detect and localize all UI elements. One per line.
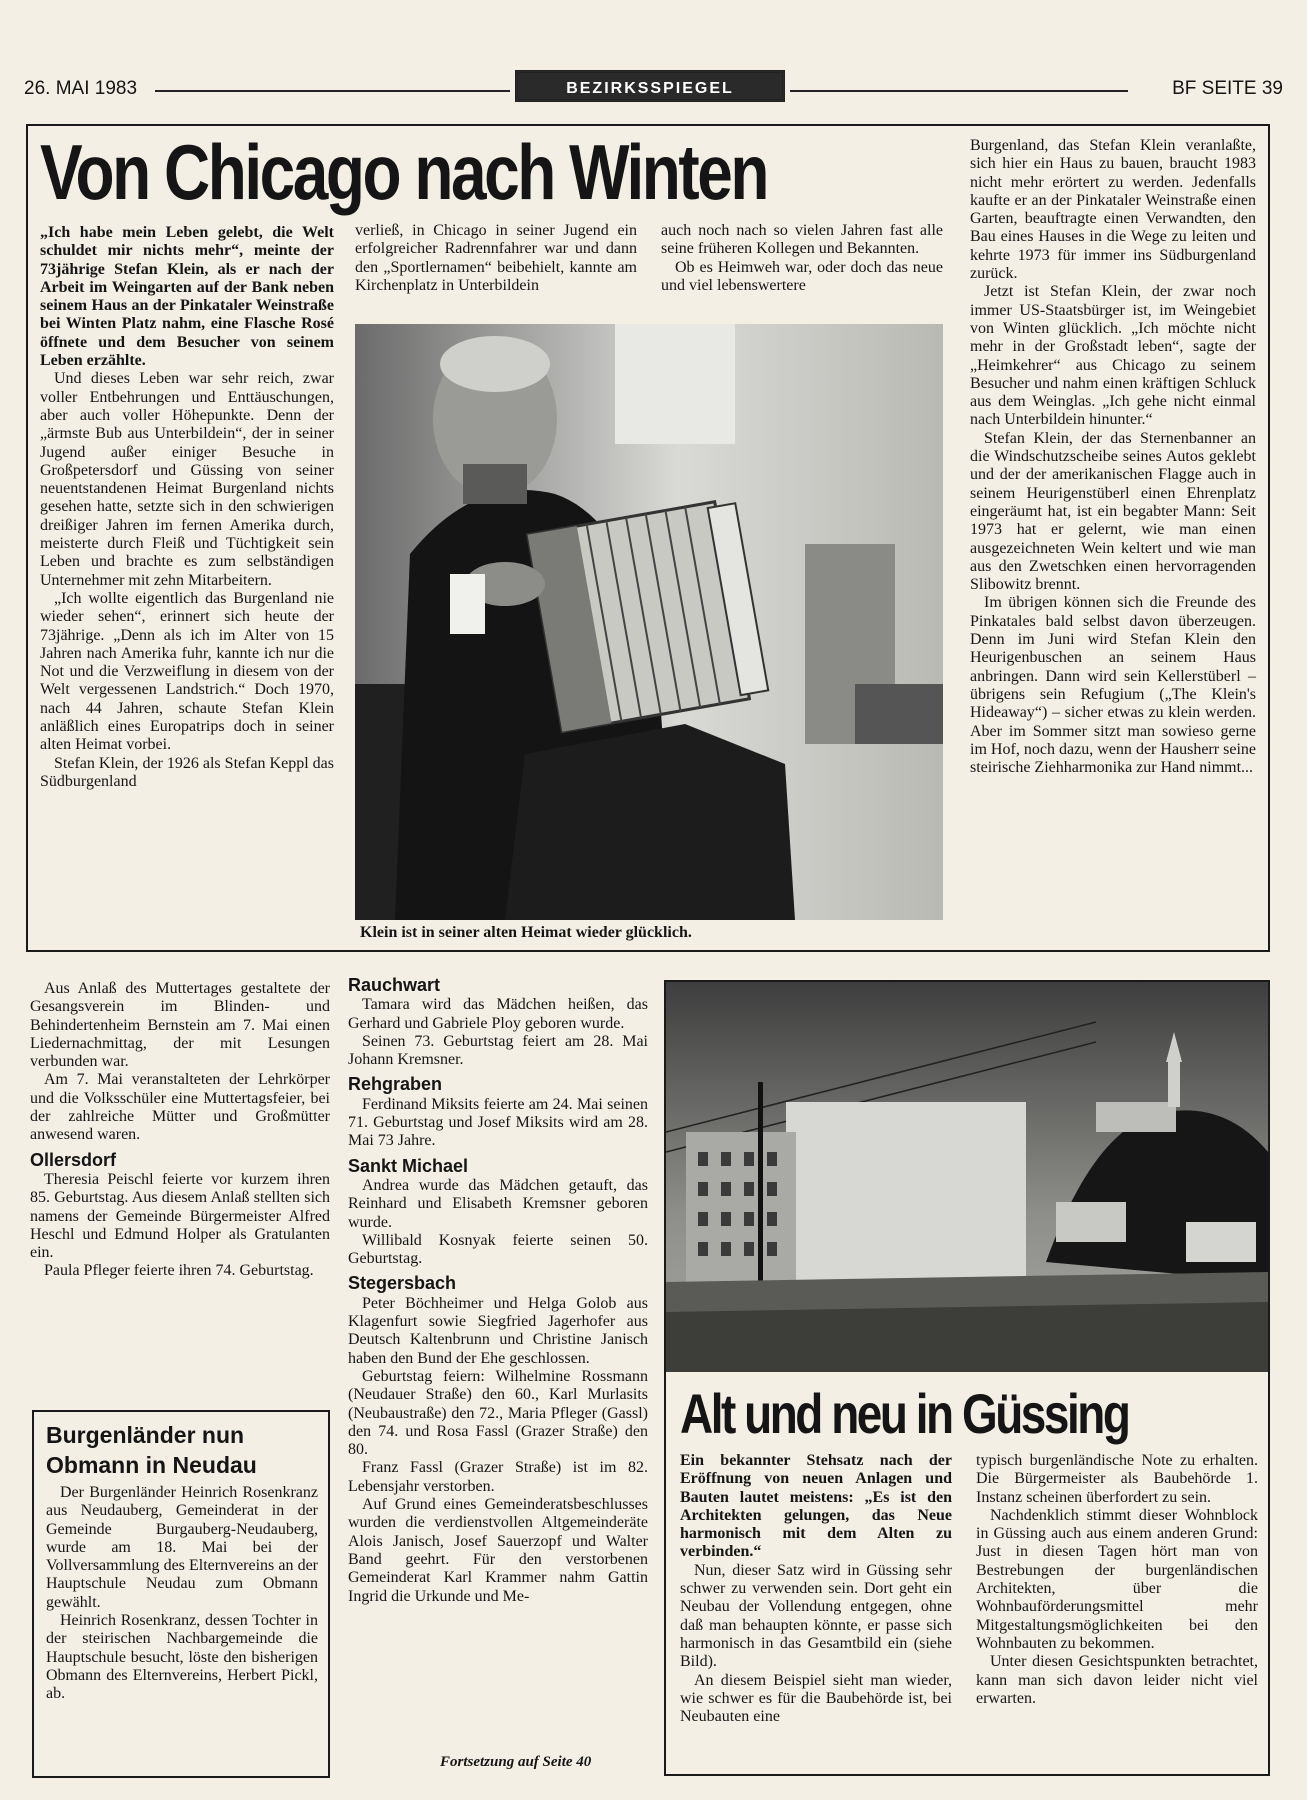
article-chicago-headline: Von Chicago nach Winten — [40, 128, 767, 216]
photo-accordion-player-image — [355, 324, 943, 920]
heading-ollersdorf: Ollersdorf — [30, 1149, 117, 1170]
local-news-col2 — [348, 976, 648, 1606]
paragraph: Stefan Klein, der das Sternenbanner an die Windschutzscheibe seines Autos geklebt und der der amerikanischen Flagge auch in seinem Heurigenstüberl einen Ehrenplatz eingeräumt hat, ist ein begabter Mann: Seit 1973 hat er gelernt, wie man einen ausgezeichneten Wein keltert und wie man aus den Zwetschken einen hervorragenden Slibowitz brennt. — [970, 429, 1256, 594]
paragraph: Heinrich Rosenkranz, dessen Tochter in der steirischen Nachbargemeinde die Hauptschule besucht, löste den bisherigen Obmann des Elternvereins, Herbert Pickl, ab. — [46, 1612, 318, 1703]
paragraph: An diesem Beispiel sieht man wieder, wie schwer es für die Baubehörde ist, bei Neubauten eine — [680, 1671, 952, 1726]
paragraph: typisch burgenländische Note zu erhalten. Die Bürgermeister als Baubehörde 1. Instanz scheinen überfordert zu sein. — [976, 1452, 1258, 1506]
paragraph: „Ich wollte eigentlich das Burgenland nie wieder sehen“, erinnert sich heute der 73jährige. „Denn als ich im Alter von 15 Jahren nach Amerika fuhr, kannte ich nur die Not und die Verzweiflung in diesem von der Welt vergessenen Landstrich.“ Doch 1970, nach 44 Jahren, schaute Stefan Klein anläßlich eines Europatrips doch in seiner alten Heimat vorbei. — [40, 589, 334, 754]
paragraph: Theresia Peischl feierte vor kurzem ihren 85. Geburtstag. Aus diesem Anlaß stellten sich namens der Gemeinde Bürgermeister Alfred Heschl und Edmund Holper als Gratulanten ein. — [30, 1170, 330, 1262]
header-rule-right — [790, 90, 1128, 92]
photo-guessing-image — [666, 982, 1268, 1372]
photo-accordion-player — [355, 324, 943, 920]
box-story-text — [46, 1484, 318, 1704]
paragraph: Burgenland, das Stefan Klein veranlaßte, sich hier ein Haus zu bauen, braucht 1983 nicht mehr erörtert zu werden. Jedenfalls kaufte er an der Pinkataler Weinstraße einen Garten, beauftragte einen Verwandten, den Bau eines Hauses in die Wege zu leiten und kehrte 1973 für immer ins Südburgenland zurück. — [970, 137, 1256, 283]
paragraph: Der Burgenländer Heinrich Rosenkranz aus Neudauberg, Gemeinderat in der Gemeinde Burgauberg-Neudauberg, wurde am 18. Mai bei der Vollversammlung des Elternvereins an der Hauptschule Neudau zum Obmann gewählt. — [46, 1484, 318, 1611]
continued-note: Fortsetzung auf Seite 40 — [440, 1754, 592, 1770]
paragraph: Andrea wurde das Mädchen getauft, das Reinhard und Elisabeth Kremsner geboren wurde. — [348, 1176, 648, 1231]
heading-stegersbach: Stegersbach — [348, 1273, 457, 1294]
paragraph: Stefan Klein, der 1926 als Stefan Keppl das Südburgenland — [40, 754, 334, 790]
article-chicago-col1 — [40, 224, 334, 791]
photo-caption: Klein ist in seiner alten Heimat wieder glücklich. — [360, 924, 692, 941]
paragraph: Im übrigen können sich die Freunde des Pinkatales bald selbst davon überzeugen. Denn im Juni wird Stefan Klein den Heurigenbuschen an seinem Haus anbringen. Dann wird sein Kellerstüberl – übrigens sein Refugium („The Klein's Hideaway“) – sicher etwas zu klein werden. Aber im Sommer sitzt man sowieso gerne im Hof, noch dazu, wenn der Hausherr seine steirische Ziehharmonika zur Hand nimmt... — [970, 594, 1256, 777]
article-guessing-headline: Alt und neu in Güssing — [680, 1382, 1129, 1445]
paragraph: Ob es Heimweh war, oder doch das neue und viel lebenswertere — [661, 258, 943, 294]
paragraph: Seinen 73. Geburtstag feiert am 28. Mai Johann Kremsner. — [348, 1032, 648, 1069]
article-guessing-lead: Ein bekannter Stehsatz nach der Eröffnung von neuen Anlagen und Bauten lautet meistens: „Es ist den Architekten gelungen, das Neue harmonisch mit dem Alten zu verbinden.“ — [680, 1452, 952, 1561]
header-page-number: BF SEITE 39 — [1172, 78, 1283, 99]
photo-guessing — [666, 982, 1268, 1372]
paragraph: Nachdenklich stimmt dieser Wohnblock in Güssing auch aus einem anderen Grund: Just in diesen Tagen hört man von Bestrebungen der burgenländischen Architekten, über die Wohnbauförderungsmittel mehr Mitgestaltungsmöglichkeiten bei den Wohnbauten zu bekommen. — [976, 1506, 1258, 1652]
paragraph: Nun, dieser Satz wird in Güssing sehr schwer zu verwenden sein. Dort geht ein Neubau der Vollendung entgegen, ohne daß man behaupten könnte, er passe sich harmonisch in das Gesamtbild ein (siehe Bild). — [680, 1561, 952, 1671]
header-rule-left — [155, 90, 510, 92]
paragraph: Und dieses Leben war sehr reich, zwar voller Entbehrungen und Enttäuschungen, aber auch voller Höhepunkte. Denn der „ärmste Bub aus Unterbildein“, der in seiner Jugend außer einiger Besuche in Großpetersdorf und Güssing von seiner neuentstandenen Heimat Burgenland nichts gesehen hatte, setzte sich in den schwierigen dreißiger Jahren im fernen Amerika durch, meisterte durch Fleiß und Tüchtigkeit sein Leben und brachte es zum selbständigen Unternehmer mit zehn Mitarbeitern. — [40, 370, 334, 589]
paragraph: Geburtstag feiern: Wilhelmine Rossmann (Neudauer Straße) den 60., Karl Murlasits (Neubaustraße) den 72., Maria Pfleger (Gassl) den 74. und Rosa Fassl (Grazer Straße) den 80. — [348, 1367, 648, 1459]
paragraph: Franz Fassl (Grazer Straße) ist im 82. Lebensjahr verstorben. — [348, 1459, 648, 1495]
paragraph: Unter diesen Gesichtspunkten betrachtet, kann man sich davon leider nicht viel erwarten. — [976, 1653, 1258, 1707]
paragraph: Paula Pfleger feierte ihren 74. Geburtstag. — [44, 1262, 314, 1280]
local-news-col1 — [30, 980, 330, 1281]
paragraph: verließ, in Chicago in seiner Jugend ein erfolgreicher Radrennfahrer war und dann den „Sportlernamen“ beibehielt, kannte am Kirchenplatz in Unterbildein — [355, 222, 637, 294]
paragraph: Willibald Kosnyak feierte seinen 50. Geburtstag. — [348, 1231, 648, 1268]
paragraph: Auf Grund eines Gemeinderatsbeschlusses wurden die verdienstvollen Altgemeinderäte Alois Janisch, Josef Sauerzopf und Walter Band geehrt. Für den verstorbenen Gemeinderat Karl Krammer nahm Gattin Ingrid die Urkunde und Me- — [348, 1496, 648, 1605]
article-chicago-col3 — [661, 222, 943, 295]
article-chicago-col4 — [970, 137, 1256, 777]
box-story-title: Burgenländer nun Obmann in Neudau — [46, 1422, 257, 1478]
paragraph: Aus Anlaß des Muttertages gestaltete der Gesangsverein im Blinden- und Behindertenheim Bernstein am 7. Mai einen Liedernachmittag, der mit Lesungen verbunden war. — [30, 980, 330, 1071]
article-chicago-col2 — [355, 222, 637, 295]
article-guessing-col2 — [976, 1452, 1258, 1708]
header-date: 26. MAI 1983 — [24, 78, 138, 99]
paragraph: Jetzt ist Stefan Klein, der zwar noch immer US-Staatsbürger ist, im Weingebiet von Winten glücklich. „Ich möchte nicht mehr in der Großstadt leben“, sagte der „Heimkehrer“ aus Chicago zu seinem Besucher und nahm einen kräftigen Schluck aus dem Weinglas. „Ich gehe nicht einmal nach Unterbildein hinunter.“ — [970, 283, 1256, 429]
paragraph: auch noch nach so vielen Jahren fast alle seine früheren Kollegen und Bekannten. — [661, 222, 943, 258]
paragraph: Peter Böchheimer und Helga Golob aus Klagenfurt sowie Siegfried Jagerhofer aus Deutsch Kaltenbrunn und Christine Janisch haben den Bund der Ehe geschlossen. — [348, 1294, 648, 1367]
article-chicago-lead: „Ich habe mein Leben gelebt, die Welt schuldet mir nichts mehr“, meinte der 73jährige Stefan Klein, als er nach der Arbeit im Weingarten auf der Bank neben seinem Haus an der Pinkataler Weinstraße bei Winten Platz nahm, eine Flasche Rosé öffnete und dem Besucher von seinem Leben erzählte. — [40, 224, 334, 370]
article-guessing-col1 — [680, 1452, 952, 1726]
paragraph: Am 7. Mai veranstalteten der Lehrkörper und die Volksschüler eine Muttertagsfeier, bei der zahlreiche Mütter und Großmütter anwesend waren. — [30, 1071, 330, 1144]
paragraph: Ferdinand Miksits feierte am 24. Mai seinen 71. Geburtstag und Josef Miksits wird am 28. Mai 73 Jahre. — [348, 1095, 648, 1150]
heading-rehgraben: Rehgraben — [348, 1074, 443, 1095]
section-title: BEZIRKSSPIEGEL — [515, 70, 785, 102]
heading-rauchwart: Rauchwart — [348, 975, 441, 995]
paragraph: Tamara wird das Mädchen heißen, das Gerhard und Gabriele Ploy geboren wurde. — [348, 996, 648, 1032]
heading-sankt-michael: Sankt Michael — [348, 1155, 469, 1176]
